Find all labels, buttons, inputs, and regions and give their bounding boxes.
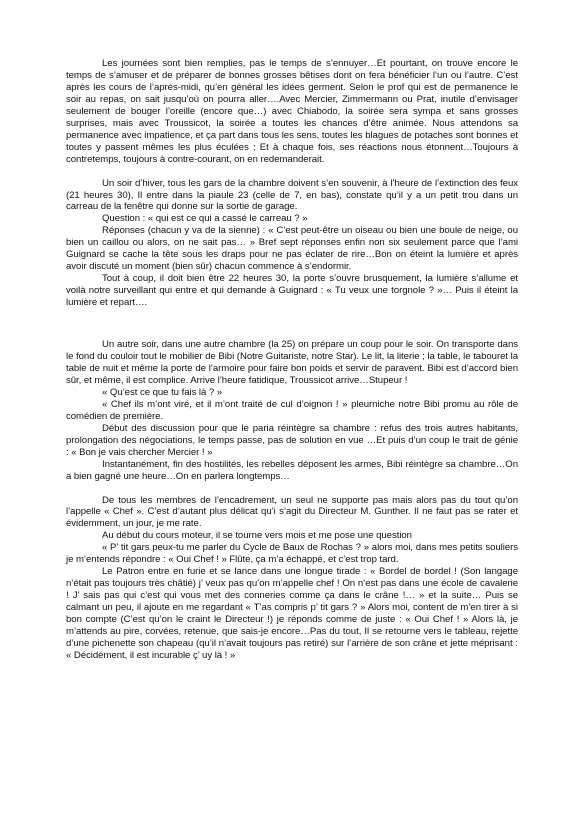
paragraph: Réponses (chacun y va de la sienne) : « C’est peut-être un oiseau ou bien une boule de neige, ou bien un caillou ou alors, on ne sait pas… » Bref sept réponses enfin non six seulement parce que l’ami Guignard se cache la tête sous les draps pour ne pas éclater de rire…Bon on éteint la lumière et après avoir discuté un moment (bien sûr) chacun commence à s’endormir. — [66, 225, 518, 273]
paragraph: Tout à coup, il doit bien être 22 heures 30, la porte s’ouvre brusquement, la lumière s’allume et voilà notre surveillant qui entre et qui demande à Guignard : « Tu veux une torgnole ? »… Puis il éteint la lumière et repart…. — [66, 273, 518, 309]
paragraph: De tous les membres de l’encadrement, un seul ne supporte pas mais alors pas du tout qu’on l’appelle « Chef ». C’est d’autant plus délicat qu’i s’agit du Directeur M. Gunther. Il ne faut pas se rater et évidemment, un jour, je me rate. — [66, 494, 518, 530]
paragraph: Question : « qui est ce qui a cassé le carreau ? » — [102, 213, 308, 225]
paragraph: Début des discussion pour que le paria réintègre sa chambre : refus des trois autres habitants, prolongation des négociations, le temps passe, pas de solution en vue …Et puis d’un coup le trait de génie : « Bon je vais chercher Mercier ! » — [66, 422, 518, 458]
paragraph: Les journées sont bien remplies, pas le temps de s’ennuyer…Et pourtant, on trouve encore le temps de s’amuser et de préparer de bonnes grosses bêtises dont on fera bénéficier l’un ou l’autre. C’est après les cours de l’après-midi, qu’en général les idées germent. Selon le prof qui est de permanence le soir au repas, on sait jusqu’où on pourra aller….Avec Mercier, Zimmermann ou Prat, inutile d’envisager seulement de bouger l’oreille (encore que…) avec Chiabodo, la soirée sera sympa et sans grosses surprises, mais avec Troussicot, la soirée a toutes les chances d’être animée. Nous attendons sa permanence avec impatience, et ça part dans tous les sens, toutes les blagues de potaches sont bonnes et toutes y passent mêmes les plus éculées ; Et à chaque fois, ses réactions nous étonnent…Toujours à contretemps, toujours à contre-courant, on en redemanderait. — [66, 58, 518, 165]
document-page — [66, 58, 518, 662]
paragraph: « Chef ils m’ont viré, et il m’ont traité de cul d’oignon ! » pleurniche notre Bibi promu au rôle de comédien de première. — [66, 398, 518, 422]
paragraph: Au début du cours moteur, il se tourne vers mois et me pose une question — [102, 530, 412, 542]
paragraph: « P’ tit gars peux-tu me parler du Cycle de Baux de Rochas ? » alors moi, dans mes petits souliers je m’entends répondre : « Oui Chef ! » Flûte, ça m’a échappé, et c’est trop tard. — [66, 542, 518, 566]
paragraph: Instantanément, fin des hostilités, les rebelles déposent les armes, Bibi réintègre sa chambre…On a bien gagné une heure…On en parlera longtemps… — [66, 458, 518, 482]
paragraph: Un soir d’hiver, tous les gars de la chambre doivent s’en souvenir, à l’heure de l’extinction des feux (21 heures 30), Il entre dans la piaule 23 (celle de 7, en bas), constate qu’il y a un petit trou dans un carreau de la fenêtre qui donne sur la sortie de garage. — [66, 177, 518, 213]
paragraph: « Qu’est ce que tu fais là ? » — [102, 386, 223, 398]
paragraph: Un autre soir, dans une autre chambre (la 25) on prépare un coup pour le soir. On transporte dans le fond du couloir tout le mobilier de Bibi (Notre Guitariste, notre Star). Le lit, la literie ; la table, le tabouret la table de nuit et même la porte de l’armoire pour faire bon poids et servir de paravent. Bibi est d’accord bien sûr, et même, il est complice. Arrive l’heure fatidique, Troussicot arrive…Stupeur ! — [66, 339, 518, 386]
paragraph: Le Patron entre en furie et se lance dans une longue tirade : « Bordel de bordel ! (Son langage n’était pas toujours très châtié) j’ veux pas qu’on m’appelle chef ! On n’est pas dans une école de cavalerie ! J’ sais pas qui c’est qui vous met des conneries comme ça dans le crâne !… » et la suite… Puis se calmant un peu, il ajoute en me regardant « T’as compris p’ tit gars ? » Alors moi, content de m’en tirer à si bon compte (C’est qu’on le craint le Directeur !) je réponds comme de juste : « Oui Chef ! » Alors là, je m’attends au pire, corvées, retenue, que sais-je encore…Pas du tout, Il se retourne vers le tableau, rejette d’une pichenette son chapeau (qu’il n’avait toujours pas retiré) sur l’arrière de son crâne et jette méprisant : « Décidément, il est incurable ç’ uy là ! » — [66, 566, 518, 661]
